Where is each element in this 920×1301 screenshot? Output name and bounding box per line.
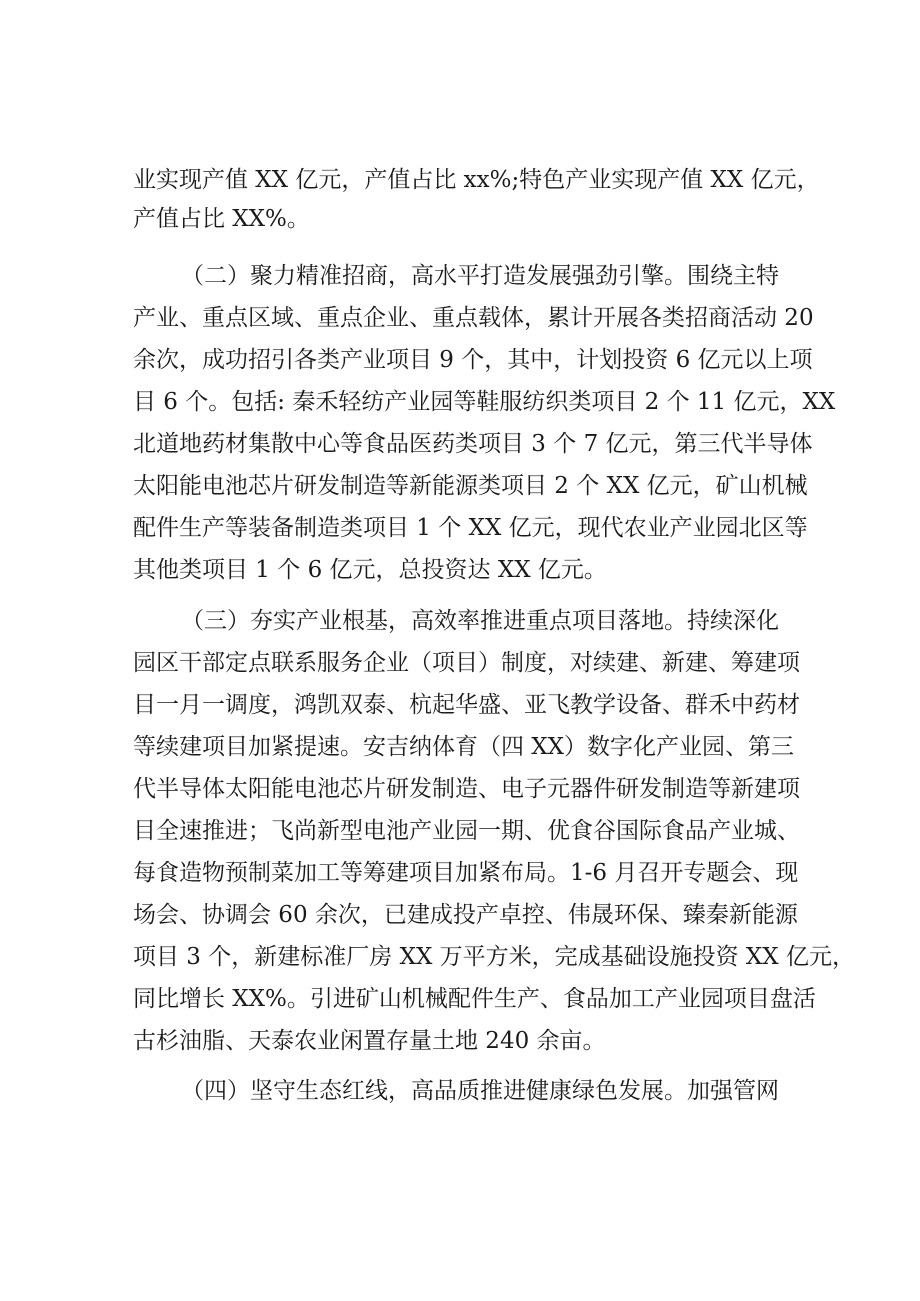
text-line: 太阳能电池芯片研发制造等新能源类项目 2 个 XX 亿元，矿山机械 <box>133 473 808 499</box>
text-line: 每食造物预制菜加工等筹建项目加紧布局。1-6 月召开专题会、现 <box>133 860 799 886</box>
text-line: 项目 3 个，新建标准厂房 XX 万平方米，完成基础设施投资 XX 亿元， <box>133 944 855 970</box>
paragraph-heading-line: （四）坚守生态红线，高品质推进健康绿色发展。加强管网 <box>181 1078 779 1104</box>
text-line: 业实现产值 XX 亿元，产值占比 xx%;特色产业实现产值 XX 亿元， <box>133 167 820 193</box>
text-line: 同比增长 XX%。引进矿山机械配件生产、食品加工产业园项目盘活 <box>133 986 816 1012</box>
text-line: 目 6 个。包括: 秦禾轻纺产业园等鞋服纺织类项目 2 个 11 亿元，XX <box>133 389 836 415</box>
paragraph-heading-line: （二）聚力精准招商，高水平打造发展强劲引擎。围绕主特 <box>181 263 779 289</box>
text-line: 代半导体太阳能电池芯片研发制造、电子元器件研发制造等新建项 <box>133 776 800 802</box>
text-line: 场会、协调会 60 余次，已建成投产卓控、伟晟环保、臻秦新能源 <box>133 902 798 928</box>
text-line: 古杉油脂、天泰农业闲置存量土地 240 余亩。 <box>133 1028 606 1054</box>
text-line: 其他类项目 1 个 6 亿元，总投资达 XX 亿元。 <box>133 557 607 583</box>
text-line: 北道地药材集散中心等食品医药类项目 3 个 7 亿元，第三代半导体 <box>133 431 813 457</box>
text-line: 等续建项目加紧提速。安吉纳体育（四 XX）数字化产业园、第三 <box>133 734 795 760</box>
text-line: 目全速推进；飞尚新型电池产业园一期、优食谷国际食品产业城、 <box>133 818 800 844</box>
text-line: 产业、重点区域、重点企业、重点载体，累计开展各类招商活动 20 <box>133 305 814 331</box>
text-line: 产值占比 XX%。 <box>133 206 310 232</box>
text-line: 园区干部定点联系服务企业（项目）制度，对续建、新建、筹建项 <box>133 650 800 676</box>
text-line: 目一月一调度，鸿凯双泰、杭起华盛、亚飞教学设备、群禾中药材 <box>133 692 800 718</box>
text-line: 余次，成功招引各类产业项目 9 个，其中，计划投资 6 亿元以上项 <box>133 347 813 373</box>
text-line: 配件生产等装备制造类项目 1 个 XX 亿元，现代农业产业园北区等 <box>133 515 808 541</box>
paragraph-heading-line: （三）夯实产业根基，高效率推进重点项目落地。持续深化 <box>181 608 779 634</box>
